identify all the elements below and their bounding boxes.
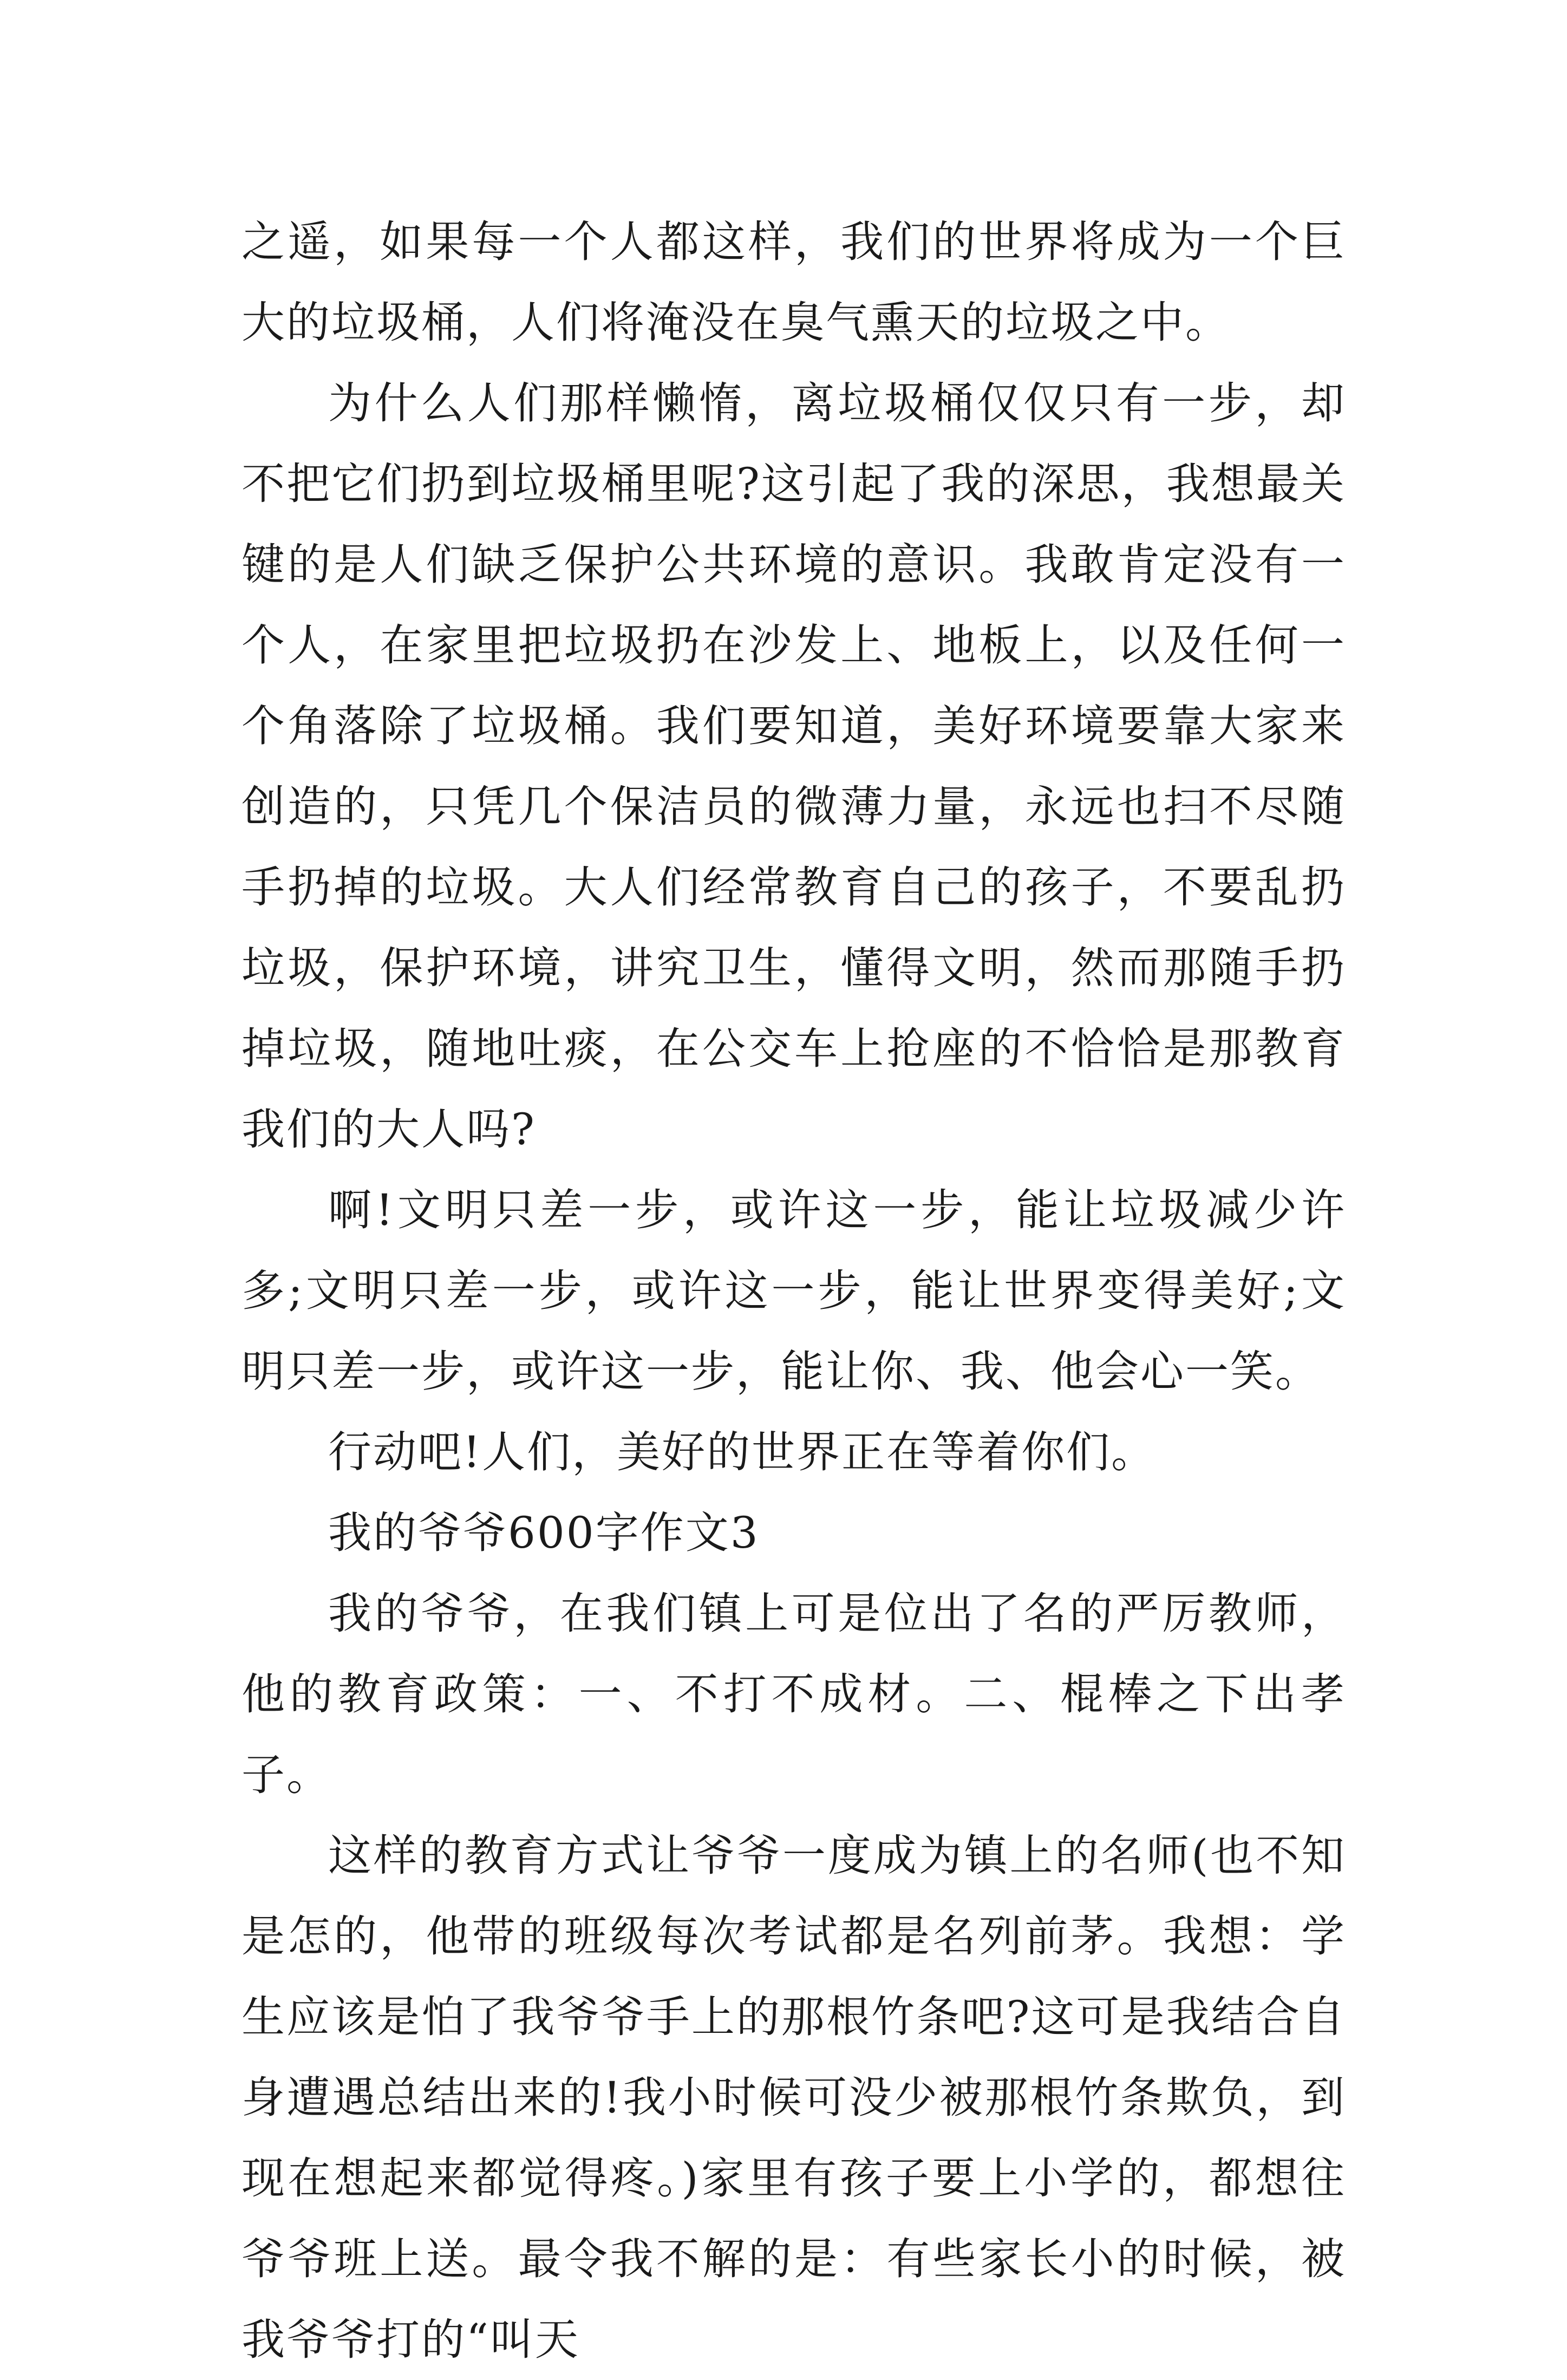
paragraph-civilization-step: 啊!文明只差一步，或许这一步，能让垃圾减少许多;文明只差一步，或许这一步，能让世界变得美好;文明只差一步，或许这一步，能让你、我、他会心一笑。 xyxy=(241,1185,1346,1397)
paragraph-lazy-reflection: 为什么人们那样懒惰，离垃圾桶仅仅只有一步，却不把它们扔到垃圾桶里呢?这引起了我的深思，我想最关键的是人们缺乏保护公共环境的意识。我敢肯定没有一个人，在家里把垃圾扔在沙发上、地板上，以及任何一个角落除了垃圾桶。我们要知道，美好环境要靠大家来创造的，只凭几个保洁员的微薄力量，永远也扫不尽随手扔掉的垃圾。大人们经常教育自己的孩子，不要乱扔垃圾，保护环境，讲究卫生，懂得文明，然而那随手扔掉垃圾，随地吐痰，在公交车上抢座的不恰恰是那教育我们的大人吗? xyxy=(241,378,1346,1155)
essay-heading: 我的爷爷600字作文3 xyxy=(328,1508,760,1558)
document-body xyxy=(241,201,1346,2380)
paragraph-grandpa-intro: 我的爷爷，在我们镇上可是位出了名的严厉教师，他的教育政策：一、不打不成材。二、棍棒之下出孝子。 xyxy=(241,1588,1346,1800)
paragraph-continuation: 之遥，如果每一个人都这样，我们的世界将成为一个巨大的垃圾桶，人们将淹没在臭气熏天的垃圾之中。 xyxy=(241,217,1346,348)
paragraph-call-to-action: 行动吧!人们，美好的世界正在等着你们。 xyxy=(328,1427,1157,1477)
paragraph-grandpa-method: 这样的教育方式让爷爷一度成为镇上的名师(也不知是怎的，他带的班级每次考试都是名列前茅。我想：学生应该是怕了我爷爷手上的那根竹条吧?这可是我结合自身遭遇总结出来的!我小时候可没少被那根竹条欺负，到现在想起来都觉得疼。)家里有孩子要上小学的，都想往爷爷班上送。最令我不解的是：有些家长小的时候，被我爷爷打的“叫天 xyxy=(241,1830,1346,2365)
